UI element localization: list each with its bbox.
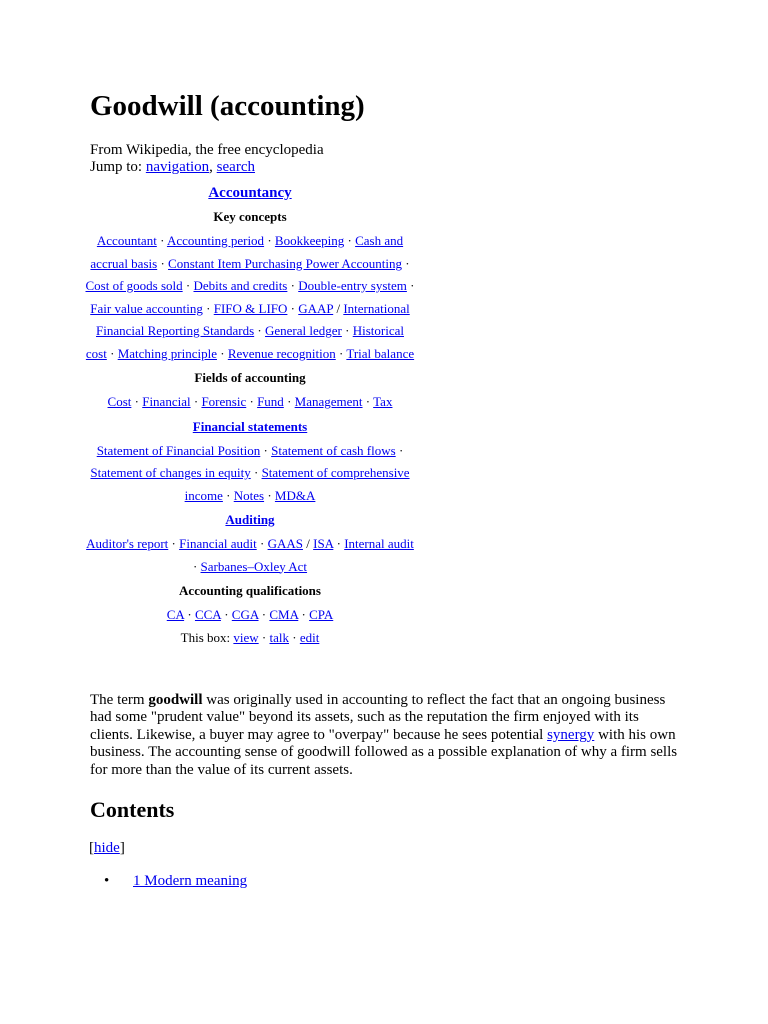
navbox-separator: ·: [258, 607, 270, 622]
navbox-group-heading-fields-of-accounting: Fields of accounting: [194, 370, 306, 385]
navbox-view-link[interactable]: view: [233, 629, 259, 645]
navbox-separator: ·: [402, 255, 410, 271]
navbox-link-general-ledger[interactable]: General ledger: [265, 323, 342, 338]
page-title: Goodwill (accounting): [90, 90, 365, 122]
navbox-link-gaap[interactable]: GAAP: [298, 300, 334, 316]
synergy-link[interactable]: synergy: [547, 726, 595, 743]
navbox-link-statement-of-cash-flows[interactable]: Statement of cash flows: [271, 442, 396, 458]
navbox-link-sarbanes-oxley-act[interactable]: Sarbanes–Oxley Act: [200, 558, 308, 574]
navbox-link-statement-of-changes-in-equity[interactable]: Statement of changes in equity: [90, 465, 251, 480]
intro-paragraph: [90, 692, 680, 779]
navbox-link-statement-of-financial-position[interactable]: Statement of Financial Position: [96, 442, 261, 458]
navbox-separator: ·: [264, 233, 275, 248]
intro-text-end: with his own business. The accounting sense of goodwill followed as a possible explanation of why a firm sells for more than the value of its current assets.: [90, 726, 678, 778]
navbox-link-accounting-period[interactable]: Accounting period: [166, 233, 265, 248]
intro-bold-term: goodwill: [148, 692, 203, 708]
navbox-separator: ·: [254, 323, 265, 338]
navbox-separator: ·: [395, 442, 404, 458]
toc-bracket-close: ]: [119, 840, 125, 856]
navbox-link-tax[interactable]: Tax: [373, 394, 393, 409]
jump-to-bar: [90, 159, 255, 176]
navbox-separator: ·: [406, 278, 415, 293]
navbox-link-notes[interactable]: Notes: [233, 487, 265, 503]
navbox-group-heading-key-concepts: Key concepts: [213, 209, 287, 224]
jump-separator: ,: [209, 159, 213, 175]
navbox-group-list: [84, 391, 416, 414]
navbox-separator: ·: [190, 394, 202, 409]
navbox-link-bookkeeping[interactable]: Bookkeeping: [274, 233, 345, 248]
navbox-separator: ·: [250, 465, 262, 480]
navbox-separator: /: [302, 536, 314, 551]
navbox-group-list: [84, 533, 416, 578]
navbox-separator: ·: [202, 300, 214, 316]
intro-text-middle: was originally used in accounting to reflect the fact that an ongoing business had some "prudent value" beyond its assets, such as the reputation the firm enjoyed with its clients. Likewise, a buyer may agree to "overpay" because he sees potential: [90, 692, 666, 743]
navbox-link-cost[interactable]: Cost: [107, 394, 132, 409]
navbox-link-cpa[interactable]: CPA: [309, 607, 334, 622]
toc-hide-link[interactable]: hide: [94, 840, 120, 856]
navbox-separator: ·: [157, 255, 169, 271]
navbox-link-double-entry-system[interactable]: Double-entry system: [298, 278, 407, 293]
navbox-separator: ·: [260, 442, 272, 458]
navbox-separator: ·: [182, 278, 194, 293]
navbox-footer-label: This box:: [180, 629, 231, 645]
navbox-link-historical-cost[interactable]: Historical cost: [85, 323, 404, 361]
jump-to-label: Jump to:: [90, 159, 143, 175]
jump-to-search-link[interactable]: search: [216, 159, 255, 175]
navbox-separator: ·: [192, 558, 201, 574]
navbox-separator: ·: [344, 233, 356, 248]
navbox-separator: ·: [341, 323, 353, 338]
navbox-link-cma[interactable]: CMA: [269, 607, 299, 622]
navbox-link-cost-of-goods-sold[interactable]: Cost of goods sold: [85, 278, 183, 293]
jump-to-navigation-link[interactable]: navigation: [145, 159, 210, 175]
toc-item: [104, 873, 247, 890]
navbox-separator: ·: [106, 345, 118, 361]
navbox-link-md-a[interactable]: MD&A: [274, 487, 316, 503]
navbox-link-isa[interactable]: ISA: [313, 536, 334, 551]
accountancy-navbox: [84, 180, 416, 647]
navbox-separator: ·: [335, 345, 347, 361]
navbox-separator: ·: [220, 607, 232, 622]
navbox-link-financial-audit[interactable]: Financial audit: [179, 536, 257, 551]
intro-text-start: The term: [90, 692, 149, 708]
navbox-link-management[interactable]: Management: [294, 394, 363, 409]
navbox-separator: ·: [283, 394, 295, 409]
navbox-link-matching-principle[interactable]: Matching principle: [117, 345, 217, 361]
navbox-link-fifo-lifo[interactable]: FIFO & LIFO: [213, 300, 288, 316]
navbox-group-heading-auditing[interactable]: Auditing: [225, 512, 275, 527]
navbox-separator: ·: [168, 536, 180, 551]
navbox-separator: ·: [131, 394, 143, 409]
navbox-link-statement-of-comprehensive-income[interactable]: Statement of comprehensive income: [184, 465, 410, 503]
navbox-link-auditor-s-report[interactable]: Auditor's report: [86, 536, 169, 551]
navbox-talk-link[interactable]: talk: [269, 629, 289, 645]
navbox-footer: This box: view · talk · edit: [180, 629, 320, 645]
navbox-edit-link[interactable]: edit: [299, 629, 320, 645]
navbox-separator: ·: [222, 487, 234, 503]
navbox-link-accountant[interactable]: Accountant: [96, 233, 157, 248]
navbox-separator: ·: [333, 536, 345, 551]
navbox-link-trial-balance[interactable]: Trial balance: [346, 345, 415, 361]
navbox-separator: ·: [184, 607, 195, 622]
toc-toggle: [89, 840, 125, 857]
navbox-group-list: [84, 440, 416, 508]
navbox-separator: ·: [156, 233, 167, 248]
navbox-separator: ·: [216, 345, 228, 361]
toc-list: [104, 873, 247, 890]
navbox-link-fair-value-accounting[interactable]: Fair value accounting: [90, 300, 203, 316]
navbox-link-financial[interactable]: Financial: [142, 394, 191, 409]
navbox-link-ca[interactable]: CA: [166, 607, 185, 622]
navbox-link-international-financial-reporting-standards[interactable]: International Financial Reporting Standards: [96, 300, 410, 338]
navbox-link-forensic[interactable]: Forensic: [201, 394, 247, 409]
toc-bracket-open: [: [89, 840, 94, 856]
navbox-group-heading-financial-statements[interactable]: Financial statements: [192, 418, 308, 434]
navbox-link-gaas[interactable]: GAAS: [267, 536, 303, 551]
navbox-separator: ·: [256, 536, 268, 551]
navbox-link-debits-and-credits[interactable]: Debits and credits: [193, 278, 288, 293]
toc-item-link[interactable]: 1 Modern meaning: [133, 873, 248, 889]
navbox-separator: ·: [264, 487, 275, 503]
navbox-link-constant-item-purchasing-power-accounting[interactable]: Constant Item Purchasing Power Accounting: [168, 255, 402, 271]
site-tagline: From Wikipedia, the free encyclopedia: [90, 142, 324, 158]
navbox-groups: [84, 207, 416, 627]
navbox-link-internal-audit[interactable]: Internal audit: [344, 536, 414, 551]
navbox-group-list: [84, 230, 416, 365]
navbox-title-link[interactable]: Accountancy: [208, 185, 292, 201]
navbox-separator: ·: [362, 394, 374, 409]
navbox-link-revenue-recognition[interactable]: Revenue recognition: [227, 345, 336, 361]
navbox-link-cga[interactable]: CGA: [231, 607, 259, 622]
navbox-group-list: [84, 604, 416, 627]
navbox-group-heading-accounting-qualifications: Accounting qualifications: [179, 583, 321, 598]
contents-heading: Contents: [90, 797, 175, 822]
navbox-separator: ·: [298, 607, 310, 622]
navbox-link-cca[interactable]: CCA: [194, 607, 221, 622]
navbox-separator: ·: [246, 394, 258, 409]
navbox-separator: ·: [287, 278, 299, 293]
navbox-link-cash-and-accrual-basis[interactable]: Cash and accrual basis: [90, 233, 404, 271]
navbox-separator: /: [333, 300, 344, 316]
navbox-separator: ·: [287, 300, 299, 316]
navbox-link-fund[interactable]: Fund: [257, 394, 284, 409]
